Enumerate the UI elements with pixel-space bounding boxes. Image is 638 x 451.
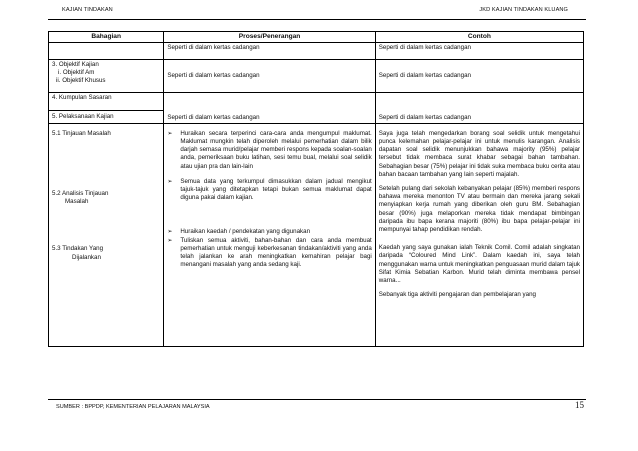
section-label: 4. Kumpulan Sasaran [49,93,163,111]
lesson-table [48,31,584,347]
header-left: KAJIAN TINDAKAN [62,7,113,13]
table-cell: Seperti di dalam kertas cadangan [375,42,583,59]
process-bullet: ➢ Huraikan secara terperinci cara-cara anda mengumpul maklumat. Maklumat mungkin telah diperoleh melalui pemerhatian dalam bilik darjah semasa murid/pelajar memberi respons kepada soalan-soalan anda, pemeriksaan buku latihan, sesi temu bual, melalui soal selidik atau ujian pra dan lain-lain [167,130,371,171]
section-label: Masalah [65,198,89,206]
section-label: 3. Objektif Kajian [52,60,99,68]
col-header-bahagian: Bahagian [49,32,164,43]
process-bullet: ➢ Tuliskan semua aktiviti, bahan-bahan dan cara anda membuat pemerhatian untuk menguji keberkesanan tindakan/aktiviti yang anda telah jalankan ke arah meningkatkan kemahiran pelajar bagi menangani masalah yang anda sedang kaji. [167,237,371,270]
table-cell: Seperti di dalam kertas cadangan [164,42,375,59]
table-cell: Seperti di dalam kertas cadangan [375,59,583,92]
process-bullet: ➢ Huraikan kaedah / pendekatan yang digunakan [167,228,371,236]
example-paragraph: Saya juga telah mengedarkan borang soal selidik untuk mengetahui punca kelemahan pelajar-pelajar ini untuk menulis karangan. Analisis dapatan soal selidik menunjukkan bahawa majority (95%) pelajar tersebut tidak membaca surat khabar sebagai bahan tambahan. Sebahagian besar (75%) pelajar ini tidak suka membaca buku cerita atau bahan bacaan tambahan yang lain seperti majalah. [378,129,580,178]
page-number: 15 [575,400,584,410]
section-label: 5. Pelaksanaan Kajian [52,112,114,120]
table-cell: Seperti di dalam kertas cadangan [164,59,375,92]
table-cell [49,92,164,123]
section-label: i. Objektif Am [58,68,95,76]
footer-rule [48,399,586,400]
table-cell: Seperti di dalam kertas cadangan [164,92,375,123]
col-header-contoh: Contoh [375,32,583,43]
example-paragraph: Setelah pulang dari sekolah kebanyakan pelajar (85%) memberi respons bahawa mereka menonton TV atau bermain dan mereka jarang sekali menyiapkan kerja rumah yang diberikan oleh guru BM. Sebahagian besar (90%) juga melaporkan mereka tidak mendapat bimbingan daripada ibu bapa kerana majoriti (80%) ibu bapa pelajar-pelajar ini mempunyai tahap pendidikan rendah. [378,185,580,233]
table-row [49,59,584,92]
example-paragraph: Sebanyak tiga aktiviti pengajaran dan pembelajaran yang [378,291,536,299]
table-row [49,92,584,123]
section-label: 5.2 Analisis Tinjauan [52,190,109,198]
header-rule [48,19,586,20]
footer-source: SUMBER : BPPDP, KEMENTERIAN PELAJARAN MALAYSIA [56,404,210,410]
process-bullet: ➢ Semua data yang terkumpul dimasukkan dalam jadual mengikut tajuk-tajuk yang ditetapkan tetapi bukan semua maklumat dapat diguna pakai dalam kajian. [167,178,371,203]
section-label: 5.3 Tindakan Yang [52,245,104,253]
section-label: 5.1 Tinjauan Masalah [52,129,111,137]
table-row [49,123,584,346]
section-label: ii. Objektif Khusus [56,77,106,85]
table-cell: Seperti di dalam kertas cadangan [375,92,583,123]
header-right: JKD KAJIAN TINDAKAN KLUANG [479,7,568,13]
table-cell [49,123,164,346]
table-cell [49,59,164,92]
section-label: Dijalankan [72,253,101,261]
table-cell [49,42,164,59]
example-paragraph: Kaedah yang saya gunakan ialah Teknik Comil. Comil adalah singkatan daripada “Coloured Mind Link”. Dalam kaedah ini, saya telah menggunakan warna untuk meningkatkan penguasaan murid dalam tajuk Sifat Kimia Sebatian Karbon. Murid telah diminta membawa pensel warna... [378,244,580,284]
col-header-proses: Proses/Penerangan [164,32,375,43]
table-header-row [49,32,584,43]
table-cell [375,123,583,346]
table-row [49,42,584,59]
table-cell [164,123,375,346]
